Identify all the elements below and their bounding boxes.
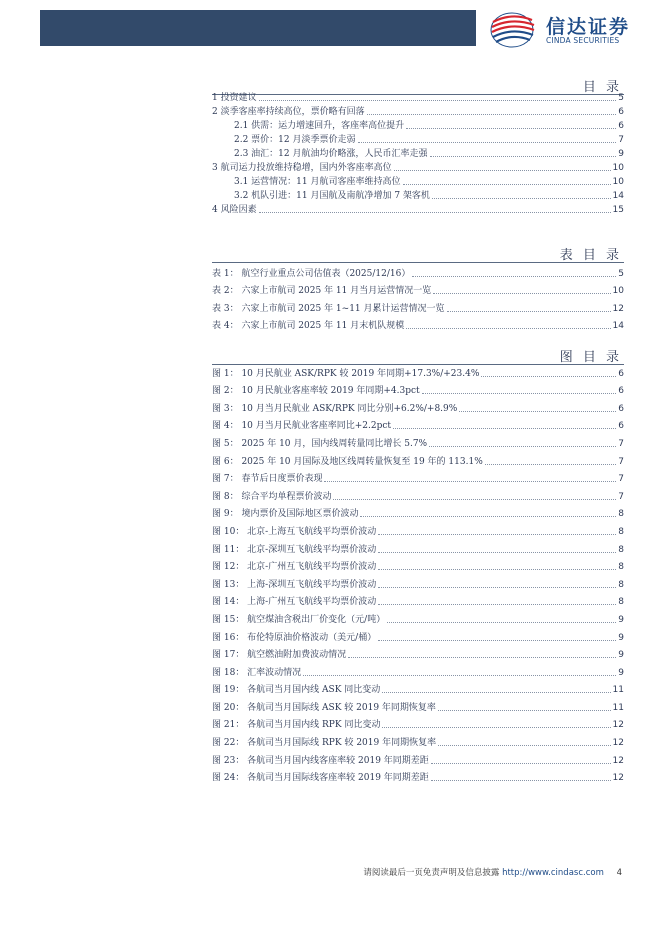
dot-leader: [303, 675, 616, 676]
table-entry-label: 表 4： 六家上市航司 2025 年 11 月末机队规模: [212, 321, 405, 332]
tables-list: [212, 262, 624, 332]
table-entry[interactable]: [212, 297, 624, 315]
table-entry-label: 表 3： 六家上市航司 2025 年 1~11 月累计运营情况一览: [212, 303, 445, 314]
header-bar: [40, 10, 476, 46]
toc-entry-page: 10: [612, 163, 624, 173]
toc-entry[interactable]: [212, 104, 624, 118]
cinda-logo: [488, 10, 648, 50]
toc-entry-label: 3 航司运力投放维持稳增，国内外客座率高位: [212, 163, 392, 173]
toc-entry-page: 6: [618, 121, 624, 131]
dot-leader: [382, 727, 610, 728]
dot-leader: [438, 710, 611, 711]
dot-leader: [348, 657, 616, 658]
toc-entry[interactable]: [212, 132, 624, 146]
figure-entry-page: 7: [618, 491, 624, 502]
figure-entry-page: 8: [618, 526, 624, 537]
figure-entry-page: 6: [618, 368, 624, 379]
figure-entry-page: 8: [618, 562, 624, 573]
dot-leader: [481, 376, 616, 377]
figures-title: 图 目 录: [559, 350, 622, 365]
cinda-globe-icon: [488, 10, 540, 50]
figure-entry-label: 图 1： 10 月民航业 ASK/RPK 较 2019 年同期+17.3%/+23.4%: [212, 368, 480, 379]
dot-leader: [358, 142, 617, 143]
dot-leader: [378, 569, 616, 570]
figure-entry-label: 图 2： 10 月民航业客座率较 2019 年同期+4.3pct: [212, 386, 420, 397]
figure-entry[interactable]: [212, 573, 624, 591]
toc-entry-label: 3.1 运营情况：11 月航司客座率维持高位: [234, 177, 401, 187]
figure-entry-label: 图 13： 上海-深圳互飞航线平均票价波动: [212, 579, 377, 590]
table-entry-label: 表 1： 航空行业重点公司估值表（2025/12/16）: [212, 268, 411, 279]
figure-entry-label: 图 23： 各航司当月国内线客座率较 2019 年同期差距: [212, 755, 429, 766]
figure-entry-page: 6: [618, 421, 624, 432]
figure-entry[interactable]: [212, 608, 624, 626]
dot-leader: [432, 198, 611, 199]
figure-entry[interactable]: [212, 731, 624, 749]
dot-leader: [367, 114, 617, 115]
table-entry-page: 10: [612, 286, 624, 297]
dot-leader: [485, 464, 617, 465]
figure-entry-page: 9: [618, 632, 624, 643]
dot-leader: [394, 170, 611, 171]
figures-list: [212, 362, 624, 784]
dot-leader: [382, 692, 610, 693]
figure-entry[interactable]: [212, 556, 624, 574]
toc-entry[interactable]: [212, 146, 624, 160]
dot-leader: [378, 640, 616, 641]
figure-entry[interactable]: [212, 696, 624, 714]
logo-chinese-text: 信达证券: [546, 16, 631, 38]
figure-entry[interactable]: [212, 661, 624, 679]
figure-entry[interactable]: [212, 591, 624, 609]
figure-entry[interactable]: [212, 714, 624, 732]
figure-entry-label: 图 4： 10 月当月民航业客座率同比+2.2pct: [212, 421, 392, 432]
table-entry[interactable]: [212, 280, 624, 298]
toc-entry-page: 7: [618, 135, 624, 145]
figure-entry[interactable]: [212, 450, 624, 468]
figure-entry-page: 8: [618, 579, 624, 590]
dot-leader: [360, 516, 616, 517]
figure-entry-page: 8: [618, 544, 624, 555]
dot-leader: [433, 293, 610, 294]
dot-leader: [431, 763, 611, 764]
toc-entry[interactable]: [212, 118, 624, 132]
toc-entry-label: 2.3 油汇：12 月航油均价略涨，人民币汇率走强: [234, 149, 428, 159]
dot-leader: [406, 128, 616, 129]
figure-entry-page: 7: [618, 438, 624, 449]
figure-entry[interactable]: [212, 485, 624, 503]
figure-entry-page: 12: [612, 773, 624, 784]
footer-disclaimer: 请阅读最后一页免责声明及信息披露: [363, 868, 500, 878]
figure-entry-label: 图 19： 各航司当月国内线 ASK 同比变动: [212, 685, 381, 696]
figure-entry-label: 图 21： 各航司当月国内线 RPK 同比变动: [212, 720, 381, 731]
figure-entry-page: 8: [618, 509, 624, 520]
table-entry[interactable]: [212, 262, 624, 280]
figure-entry-page: 6: [618, 386, 624, 397]
dot-leader: [378, 534, 616, 535]
table-entry-page: 12: [612, 303, 624, 314]
figure-entry[interactable]: [212, 503, 624, 521]
dot-leader: [447, 311, 611, 312]
figure-entry-page: 11: [612, 685, 624, 696]
figure-entry-label: 图 11： 北京-深圳互飞航线平均票价波动: [212, 544, 377, 555]
dot-leader: [259, 212, 611, 213]
page-number: 4: [616, 868, 622, 878]
figure-entry-page: 8: [618, 597, 624, 608]
figure-entry-label: 图 18： 汇率波动情况: [212, 667, 302, 678]
figure-entry-label: 图 22： 各航司当月国际线 RPK 较 2019 年同期恢复率: [212, 738, 437, 749]
figure-entry-label: 图 24： 各航司当月国际线客座率较 2019 年同期差距: [212, 773, 429, 784]
figure-entry-page: 11: [612, 702, 624, 713]
toc-entry-page: 5: [618, 93, 624, 103]
footer-url[interactable]: http://www.cindasc.com: [502, 868, 604, 878]
tables-title: 表 目 录: [559, 248, 622, 263]
dot-leader: [378, 587, 616, 588]
figure-entry-page: 9: [618, 650, 624, 661]
figure-entry[interactable]: [212, 380, 624, 398]
toc-entry-label: 2 淡季客座率持续高位，票价略有回落: [212, 107, 365, 117]
table-entry-label: 表 2： 六家上市航司 2025 年 11 月当月运营情况一览: [212, 286, 432, 297]
table-entry-page: 5: [618, 268, 624, 279]
figure-entry-label: 图 6： 2025 年 10 月国际及地区线周转量恢复至 19 年的 113.1%: [212, 456, 483, 467]
dot-leader: [429, 446, 616, 447]
dot-leader: [422, 393, 617, 394]
dot-leader: [431, 780, 611, 781]
figure-entry-label: 图 5： 2025 年 10 月，国内线周转量同比增长 5.7%: [212, 438, 428, 449]
dot-leader: [412, 276, 616, 277]
figure-entry-page: 12: [612, 738, 624, 749]
figure-entry[interactable]: [212, 767, 624, 785]
figure-entry[interactable]: [212, 679, 624, 697]
logo-english-text: CINDA SECURITIES: [546, 36, 620, 45]
page-footer: [363, 866, 622, 878]
figure-entry[interactable]: [212, 397, 624, 415]
toc-entry-page: 9: [618, 149, 624, 159]
dot-leader: [378, 552, 616, 553]
figure-entry-page: 7: [618, 456, 624, 467]
toc-entry[interactable]: [212, 174, 624, 188]
figure-entry-page: 9: [618, 614, 624, 625]
figure-entry[interactable]: [212, 626, 624, 644]
figure-entry-label: 图 17： 航空燃油附加费波动情况: [212, 650, 347, 661]
toc-entry-page: 10: [612, 177, 624, 187]
figure-entry[interactable]: [212, 432, 624, 450]
dot-leader: [438, 745, 610, 746]
toc-list: [212, 90, 624, 216]
toc-entry-label: 2.2 票价：12 月淡季票价走弱: [234, 135, 356, 145]
table-entry-page: 14: [612, 321, 624, 332]
figure-entry-label: 图 12： 北京-广州互飞航线平均票价波动: [212, 562, 377, 573]
figure-entry-page: 12: [612, 720, 624, 731]
dot-leader: [333, 499, 616, 500]
dot-leader: [324, 481, 616, 482]
figure-entry-label: 图 7： 春节后日度票价表现: [212, 474, 323, 485]
toc-entry[interactable]: [212, 188, 624, 202]
toc-entry-label: 1 投资建议: [212, 93, 257, 103]
dot-leader: [387, 622, 616, 623]
toc-entry-label: 2.1 供需：运力增速回升，客座率高位提升: [234, 121, 405, 131]
figure-entry[interactable]: [212, 362, 624, 380]
figure-entry[interactable]: [212, 644, 624, 662]
figure-entry-label: 图 3： 10 月当月民航业 ASK/RPK 同比分别+6.2%/+8.9%: [212, 403, 458, 414]
toc-entry-label: 4 风险因素: [212, 205, 257, 215]
figure-entry[interactable]: [212, 415, 624, 433]
figure-entry-page: 7: [618, 474, 624, 485]
toc-entry-page: 6: [618, 107, 624, 117]
figure-entry-label: 图 15： 航空煤油含税出厂价变化（元/吨）: [212, 614, 386, 625]
toc-entry[interactable]: [212, 90, 624, 104]
figure-entry-label: 图 14： 上海-广州互飞航线平均票价波动: [212, 597, 377, 608]
figure-entry[interactable]: [212, 520, 624, 538]
figure-entry-label: 图 20： 各航司当月国际线 ASK 较 2019 年同期恢复率: [212, 702, 436, 713]
toc-entry-page: 15: [612, 205, 624, 215]
dot-leader: [259, 100, 617, 101]
toc-entry-label: 3.2 机队引进：11 月国航及南航净增加 7 架客机: [234, 191, 430, 201]
figure-entry[interactable]: [212, 749, 624, 767]
toc-entry[interactable]: [212, 160, 624, 174]
dot-leader: [459, 411, 616, 412]
toc-title: 目 录: [582, 80, 622, 95]
table-entry[interactable]: [212, 315, 624, 333]
figure-entry-label: 图 10： 北京-上海互飞航线平均票价波动: [212, 526, 377, 537]
dot-leader: [430, 156, 617, 157]
toc-entry[interactable]: [212, 202, 624, 216]
dot-leader: [403, 184, 611, 185]
dot-leader: [406, 328, 610, 329]
figure-entry-page: 6: [618, 403, 624, 414]
figure-entry-page: 12: [612, 755, 624, 766]
dot-leader: [378, 604, 616, 605]
figure-entry-label: 图 8： 综合平均单程票价波动: [212, 491, 332, 502]
dot-leader: [393, 428, 616, 429]
figure-entry-page: 9: [618, 667, 624, 678]
toc-entry-page: 14: [612, 191, 624, 201]
figure-entry[interactable]: [212, 468, 624, 486]
figure-entry[interactable]: [212, 538, 624, 556]
figure-entry-label: 图 16： 布伦特原油价格波动（美元/桶）: [212, 632, 377, 643]
figure-entry-label: 图 9： 境内票价及国际地区票价波动: [212, 509, 359, 520]
